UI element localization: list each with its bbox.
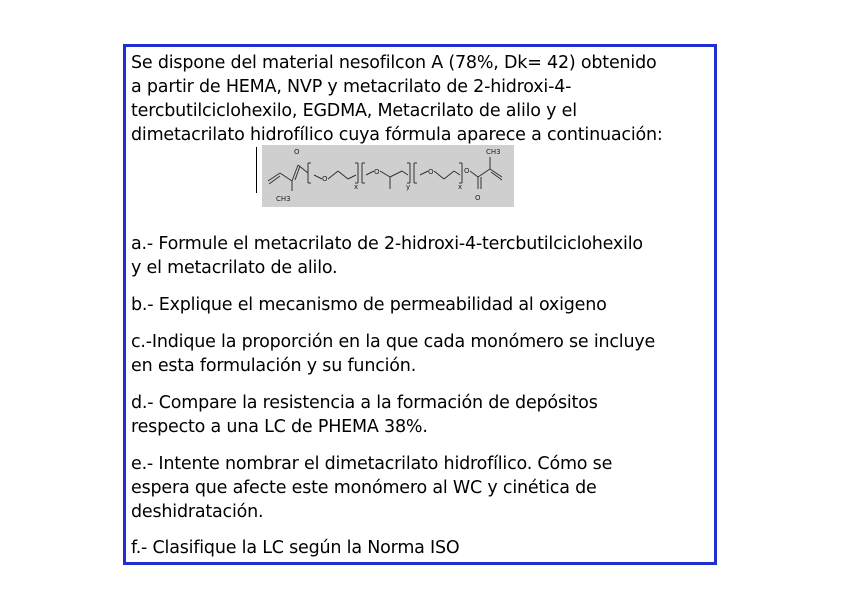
question-line: en esta formulación y su función. (131, 356, 417, 376)
formula-label: O (475, 194, 481, 202)
formula-label: O (428, 168, 434, 176)
question-d (131, 391, 713, 439)
formula-label: y (406, 183, 411, 191)
question-a (131, 232, 713, 280)
formula-label: CH3 (486, 148, 501, 156)
formula-label: O (374, 168, 380, 176)
question-c (131, 330, 713, 378)
question-line: respecto a una LC de PHEMA 38%. (131, 417, 428, 437)
question-line: c.-Indique la proporción en la que cada monómero se incluye (131, 332, 656, 352)
formula-label: x (458, 183, 463, 191)
formula-label: x (354, 183, 359, 191)
chemical-formula-image (262, 145, 514, 207)
question-line: f.- Clasifique la LC según la Norma ISO (131, 538, 460, 558)
intro-line: tercbutilciclohexilo, EGDMA, Metacrilato de alilo y el (131, 101, 577, 121)
intro-paragraph (131, 51, 713, 147)
question-f (131, 536, 713, 560)
question-line: espera que afecte este monómero al WC y cinética de (131, 478, 597, 498)
question-line: e.- Intente nombrar el dimetacrilato hidrofílico. Cómo se (131, 454, 613, 474)
formula-label: O (322, 175, 328, 183)
question-line: deshidratación. (131, 502, 264, 522)
question-line: a.- Formule el metacrilato de 2-hidroxi-4-tercbutilciclohexilo (131, 234, 643, 254)
question-line: b.- Explique el mecanismo de permeabilidad al oxigeno (131, 295, 607, 315)
question-b (131, 293, 713, 317)
formula-label: O (294, 148, 300, 156)
chemical-formula-drawing (262, 145, 514, 207)
intro-line: dimetacrilato hidrofílico cuya fórmula aparece a continuación: (131, 125, 663, 145)
formula-label: CH3 (276, 195, 291, 203)
intro-line: Se dispone del material nesofilcon A (78%, Dk= 42) obtenido (131, 53, 657, 73)
question-e (131, 452, 713, 524)
text-cursor-bar (256, 147, 257, 193)
question-line: d.- Compare la resistencia a la formación de depósitos (131, 393, 598, 413)
intro-line: a partir de HEMA, NVP y metacrilato de 2-hidroxi-4- (131, 77, 572, 97)
question-line: y el metacrilato de alilo. (131, 258, 338, 278)
formula-label: O (464, 167, 470, 175)
